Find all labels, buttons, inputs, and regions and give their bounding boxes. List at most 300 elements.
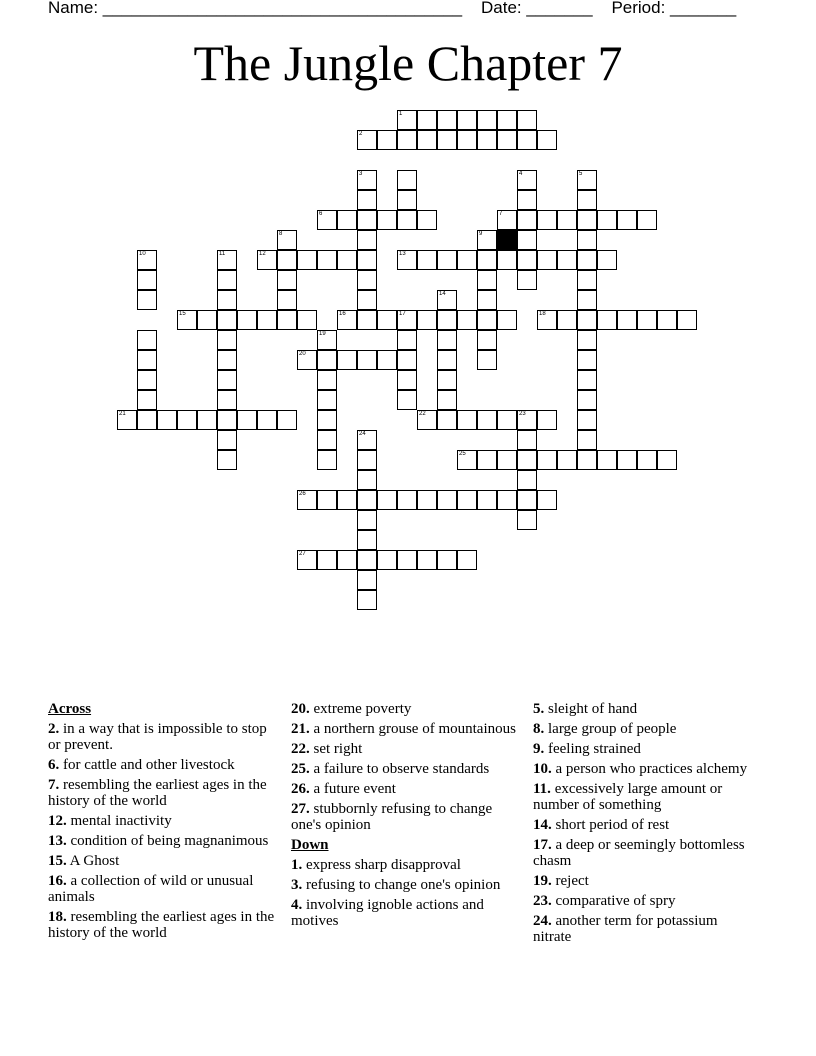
crossword-cell[interactable]: [417, 130, 437, 150]
crossword-cell[interactable]: [337, 490, 357, 510]
cell-number: 3: [359, 171, 363, 177]
crossword-cell[interactable]: [397, 550, 417, 570]
across-clue-list-1: [48, 721, 278, 941]
crossword-cell[interactable]: [137, 410, 157, 430]
clue-item: [533, 701, 748, 717]
crossword-cell[interactable]: [437, 490, 457, 510]
crossword-cell[interactable]: [317, 390, 337, 410]
clue-number: 3.: [291, 877, 303, 893]
period-field[interactable]: Period: _______: [611, 0, 737, 17]
crossword-cell[interactable]: [257, 310, 277, 330]
clue-item: [291, 741, 521, 757]
crossword-cell[interactable]: [357, 170, 377, 190]
clue-item: [48, 757, 278, 773]
crossword-cell[interactable]: [397, 310, 417, 330]
crossword-cell[interactable]: [137, 270, 157, 290]
crossword-cell[interactable]: [277, 410, 297, 430]
crossword-cell[interactable]: [437, 390, 457, 410]
crossword-cell[interactable]: [337, 350, 357, 370]
clue-number: 27.: [291, 801, 310, 817]
crossword-cell[interactable]: [397, 370, 417, 390]
crossword-cell[interactable]: [577, 330, 597, 350]
crossword-cell[interactable]: [377, 130, 397, 150]
crossword-cell[interactable]: [617, 210, 637, 230]
clue-item: [48, 721, 278, 753]
clue-text: excessively large amount or number of something: [533, 781, 723, 813]
crossword-cell[interactable]: [477, 270, 497, 290]
crossword-cell[interactable]: [637, 210, 657, 230]
clue-text: resembling the earliest ages in the history of the world: [48, 777, 267, 809]
crossword-cell[interactable]: [477, 490, 497, 510]
crossword-cell[interactable]: [337, 310, 357, 330]
crossword-cell[interactable]: [357, 210, 377, 230]
crossword-cell[interactable]: [617, 450, 637, 470]
crossword-cell[interactable]: [217, 390, 237, 410]
clue-item: [48, 873, 278, 905]
cell-number: 23: [519, 411, 526, 417]
cell-number: 19: [319, 331, 326, 337]
crossword-cell[interactable]: [437, 130, 457, 150]
crossword-cell[interactable]: [497, 210, 517, 230]
crossword-cell[interactable]: [377, 210, 397, 230]
clue-number: 24.: [533, 913, 552, 929]
crossword-cell[interactable]: [177, 410, 197, 430]
crossword-cell[interactable]: [277, 290, 297, 310]
clue-item: [533, 761, 748, 777]
crossword-cell[interactable]: [477, 130, 497, 150]
down-heading: Down: [291, 837, 329, 853]
crossword-cell[interactable]: [557, 250, 577, 270]
clue-text: a failure to observe standards: [309, 761, 490, 777]
crossword-cell[interactable]: [517, 450, 537, 470]
clue-text: A Ghost: [66, 853, 120, 869]
crossword-cell[interactable]: [397, 110, 417, 130]
cell-number: 7: [499, 211, 503, 217]
crossword-cell[interactable]: [277, 250, 297, 270]
crossword-cell[interactable]: [297, 490, 317, 510]
clue-number: 7.: [48, 777, 60, 793]
crossword-cell[interactable]: [337, 250, 357, 270]
clue-item: [48, 833, 278, 849]
clue-text: mental inactivity: [66, 813, 172, 829]
clue-number: 1.: [291, 857, 303, 873]
crossword-cell[interactable]: [477, 290, 497, 310]
crossword-cell[interactable]: [517, 130, 537, 150]
crossword-cell[interactable]: [317, 450, 337, 470]
crossword-cell[interactable]: [377, 550, 397, 570]
clues-column-1: [48, 701, 278, 945]
crossword-cell[interactable]: [577, 450, 597, 470]
crossword-cell[interactable]: [577, 250, 597, 270]
crossword-cell[interactable]: [497, 250, 517, 270]
crossword-cell[interactable]: [497, 450, 517, 470]
cell-number: 10: [139, 251, 146, 257]
crossword-cell[interactable]: [477, 330, 497, 350]
crossword-cell[interactable]: [577, 210, 597, 230]
cell-number: 15: [179, 311, 186, 317]
crossword-cell[interactable]: [237, 310, 257, 330]
crossword-cell[interactable]: [657, 310, 677, 330]
crossword-cell[interactable]: [457, 450, 477, 470]
cell-number: 9: [479, 231, 483, 237]
crossword-cell[interactable]: [417, 250, 437, 270]
crossword-cell[interactable]: [377, 350, 397, 370]
crossword-cell[interactable]: [517, 490, 537, 510]
crossword-cell[interactable]: [417, 110, 437, 130]
crossword-cell[interactable]: [357, 530, 377, 550]
cell-number: 6: [319, 211, 323, 217]
crossword-cell[interactable]: [497, 410, 517, 430]
clue-number: 15.: [48, 853, 67, 869]
cell-number: 20: [299, 351, 306, 357]
crossword-cell[interactable]: [537, 410, 557, 430]
crossword-cell[interactable]: [517, 170, 537, 190]
crossword-cell[interactable]: [277, 230, 297, 250]
crossword-cell[interactable]: [297, 310, 317, 330]
crossword-cell[interactable]: [437, 250, 457, 270]
clue-item: [533, 781, 748, 813]
clue-text: sleight of hand: [544, 701, 638, 717]
crossword-cell[interactable]: [577, 230, 597, 250]
clue-number: 18.: [48, 909, 67, 925]
crossword-cell[interactable]: [217, 450, 237, 470]
crossword-cell[interactable]: [317, 550, 337, 570]
crossword-cell[interactable]: [217, 430, 237, 450]
crossword-cell[interactable]: [437, 350, 457, 370]
clue-number: 14.: [533, 817, 552, 833]
crossword-cell[interactable]: [617, 310, 637, 330]
crossword-cell[interactable]: [357, 310, 377, 330]
clue-item: [291, 721, 521, 737]
clue-number: 4.: [291, 897, 303, 913]
crossword-cell[interactable]: [537, 210, 557, 230]
crossword-cell[interactable]: [577, 310, 597, 330]
crossword-cell[interactable]: [437, 330, 457, 350]
clue-text: stubbornly refusing to change one's opinion: [291, 801, 493, 833]
clue-number: 12.: [48, 813, 67, 829]
clue-text: condition of being magnanimous: [66, 833, 269, 849]
crossword-cell[interactable]: [377, 310, 397, 330]
crossword-cell[interactable]: [517, 510, 537, 530]
crossword-cell[interactable]: [537, 310, 557, 330]
crossword-cell[interactable]: [397, 210, 417, 230]
crossword-cell[interactable]: [317, 410, 337, 430]
crossword-cell[interactable]: [357, 250, 377, 270]
crossword-cell[interactable]: [317, 350, 337, 370]
crossword-cell[interactable]: [497, 110, 517, 130]
crossword-cell[interactable]: [317, 330, 337, 350]
crossword-cell[interactable]: [357, 290, 377, 310]
crossword-cell[interactable]: [557, 210, 577, 230]
crossword-cell[interactable]: [597, 250, 617, 270]
crossword-cell[interactable]: [397, 170, 417, 190]
crossword-cell[interactable]: [597, 450, 617, 470]
crossword-cell[interactable]: [477, 250, 497, 270]
crossword-cell[interactable]: [137, 330, 157, 350]
crossword-cell[interactable]: [137, 250, 157, 270]
crossword-cell[interactable]: [357, 130, 377, 150]
clue-text: a person who practices alchemy: [551, 761, 748, 777]
crossword-cell[interactable]: [477, 310, 497, 330]
crossword-cell[interactable]: [437, 550, 457, 570]
clue-item: [533, 893, 748, 909]
crossword-cell[interactable]: [397, 190, 417, 210]
crossword-cell[interactable]: [357, 590, 377, 610]
crossword-cell[interactable]: [357, 450, 377, 470]
crossword-cell[interactable]: [657, 450, 677, 470]
crossword-cell[interactable]: [557, 450, 577, 470]
crossword-cell[interactable]: [517, 190, 537, 210]
clue-number: 20.: [291, 701, 310, 717]
crossword-cell[interactable]: [177, 310, 197, 330]
clue-item: [291, 781, 521, 797]
page-title: The Jungle Chapter 7: [193, 35, 623, 91]
clue-text: reject: [551, 873, 589, 889]
crossword-cell[interactable]: [437, 310, 457, 330]
crossword-cell[interactable]: [217, 270, 237, 290]
crossword-cell[interactable]: [577, 430, 597, 450]
crossword-cell[interactable]: [417, 490, 437, 510]
crossword-cell[interactable]: [137, 390, 157, 410]
clue-item: [291, 761, 521, 777]
clue-number: 19.: [533, 873, 552, 889]
clue-number: 25.: [291, 761, 310, 777]
crossword-cell[interactable]: [477, 410, 497, 430]
clue-item: [291, 701, 521, 717]
crossword-cell[interactable]: [537, 250, 557, 270]
crossword-cell[interactable]: [477, 230, 497, 250]
crossword-cell[interactable]: [337, 550, 357, 570]
crossword-cell[interactable]: [317, 490, 337, 510]
cell-number: 2: [359, 131, 363, 137]
crossword-cell[interactable]: [197, 310, 217, 330]
crossword-cell[interactable]: [217, 250, 237, 270]
crossword-cell[interactable]: [397, 250, 417, 270]
crossword-cell[interactable]: [497, 310, 517, 330]
clue-text: refusing to change one's opinion: [302, 877, 501, 893]
clue-number: 17.: [533, 837, 552, 853]
crossword-cell[interactable]: [357, 550, 377, 570]
crossword-cell[interactable]: [517, 410, 537, 430]
clue-number: 6.: [48, 757, 60, 773]
crossword-cell[interactable]: [357, 230, 377, 250]
crossword-cell[interactable]: [297, 350, 317, 370]
crossword-cell[interactable]: [477, 450, 497, 470]
crossword-cell[interactable]: [437, 370, 457, 390]
crossword-cell[interactable]: [297, 550, 317, 570]
clue-number: 23.: [533, 893, 552, 909]
crossword-cell[interactable]: [597, 210, 617, 230]
crossword-cell[interactable]: [517, 470, 537, 490]
crossword-cell[interactable]: [497, 130, 517, 150]
crossword-cell[interactable]: [317, 250, 337, 270]
crossword-cell[interactable]: [137, 290, 157, 310]
crossword-cell[interactable]: [357, 430, 377, 450]
crossword-cell[interactable]: [377, 490, 397, 510]
crossword-cell[interactable]: [477, 110, 497, 130]
clue-text: for cattle and other livestock: [59, 757, 235, 773]
down-clue-list-1: [291, 857, 521, 929]
crossword-cell[interactable]: [137, 350, 157, 370]
across-heading: Across: [48, 701, 92, 717]
cell-number: 24: [359, 431, 366, 437]
crossword-cell[interactable]: [577, 350, 597, 370]
crossword-cell[interactable]: [357, 570, 377, 590]
clue-item: [533, 913, 748, 945]
crossword-cell[interactable]: [517, 430, 537, 450]
crossword-cell[interactable]: [457, 490, 477, 510]
clue-text: short period of rest: [551, 817, 670, 833]
crossword-cell[interactable]: [577, 270, 597, 290]
crossword-cell[interactable]: [477, 350, 497, 370]
crossword-cell[interactable]: [637, 450, 657, 470]
cell-number: 14: [439, 291, 446, 297]
crossword-cell[interactable]: [397, 390, 417, 410]
crossword-cell[interactable]: [417, 550, 437, 570]
crossword-cell[interactable]: [517, 110, 537, 130]
down-clue-list-2: [533, 701, 748, 945]
crossword-cell[interactable]: [217, 350, 237, 370]
crossword-cell[interactable]: [357, 190, 377, 210]
clue-item: [48, 853, 278, 869]
crossword-cell[interactable]: [397, 330, 417, 350]
clue-item: [533, 837, 748, 869]
crossword-cell[interactable]: [497, 490, 517, 510]
crossword-cell[interactable]: [517, 210, 537, 230]
clue-number: 11.: [533, 781, 551, 797]
crossword-cell[interactable]: [677, 310, 697, 330]
clue-number: 26.: [291, 781, 310, 797]
crossword-cell[interactable]: [277, 270, 297, 290]
crossword-cell[interactable]: [277, 310, 297, 330]
crossword-cell[interactable]: [137, 370, 157, 390]
crossword-cell[interactable]: [417, 410, 437, 430]
crossword-cell[interactable]: [517, 250, 537, 270]
crossword-black-cell: [497, 230, 517, 250]
crossword-cell[interactable]: [557, 310, 577, 330]
crossword-cell[interactable]: [597, 310, 617, 330]
clue-number: 16.: [48, 873, 67, 889]
crossword-cell[interactable]: [237, 410, 257, 430]
clue-number: 22.: [291, 741, 310, 757]
clue-number: 13.: [48, 833, 67, 849]
clue-item: [291, 801, 521, 833]
crossword-cell[interactable]: [537, 490, 557, 510]
crossword-cell[interactable]: [357, 510, 377, 530]
crossword-cell[interactable]: [217, 310, 237, 330]
crossword-cell[interactable]: [417, 210, 437, 230]
clue-item: [533, 741, 748, 757]
crossword-cell[interactable]: [457, 250, 477, 270]
crossword-cell[interactable]: [457, 550, 477, 570]
clue-number: 5.: [533, 701, 545, 717]
crossword-cell[interactable]: [217, 410, 237, 430]
crossword-cell[interactable]: [117, 410, 137, 430]
crossword-cell[interactable]: [577, 370, 597, 390]
crossword-cell[interactable]: [257, 410, 277, 430]
crossword-cell[interactable]: [357, 490, 377, 510]
crossword-cell[interactable]: [437, 410, 457, 430]
clue-item: [291, 857, 521, 873]
crossword-cell[interactable]: [457, 310, 477, 330]
cell-number: 8: [279, 231, 283, 237]
crossword-cell[interactable]: [217, 370, 237, 390]
crossword-cell[interactable]: [197, 410, 217, 430]
clue-item: [48, 777, 278, 809]
crossword-cell[interactable]: [457, 110, 477, 130]
clue-item: [533, 817, 748, 833]
crossword-cell[interactable]: [577, 290, 597, 310]
crossword-cell[interactable]: [357, 350, 377, 370]
crossword-cell[interactable]: [357, 470, 377, 490]
clues-column-3: [533, 701, 748, 949]
clue-item: [533, 873, 748, 889]
cell-number: 18: [539, 311, 546, 317]
clue-item: [48, 813, 278, 829]
cell-number: 21: [119, 411, 126, 417]
crossword-cell[interactable]: [257, 250, 277, 270]
crossword-cell[interactable]: [417, 310, 437, 330]
name-field[interactable]: Name: ______________________________________: [48, 0, 463, 17]
crossword-cell[interactable]: [457, 130, 477, 150]
crossword-cell[interactable]: [397, 490, 417, 510]
clue-item: [48, 909, 278, 941]
crossword-cell[interactable]: [317, 430, 337, 450]
clue-number: 2.: [48, 721, 60, 737]
cell-number: 25: [459, 451, 466, 457]
crossword-cell[interactable]: [357, 270, 377, 290]
crossword-cell[interactable]: [397, 130, 417, 150]
crossword-cell[interactable]: [577, 170, 597, 190]
clue-text: extreme poverty: [309, 701, 412, 717]
cell-number: 5: [579, 171, 583, 177]
crossword-cell[interactable]: [577, 190, 597, 210]
crossword-cell[interactable]: [637, 310, 657, 330]
clue-item: [291, 877, 521, 893]
crossword-cell[interactable]: [517, 270, 537, 290]
crossword-cell[interactable]: [157, 410, 177, 430]
clue-text: feeling strained: [544, 741, 641, 757]
crossword-cell[interactable]: [537, 450, 557, 470]
cell-number: 11: [219, 251, 226, 257]
crossword-cell[interactable]: [537, 130, 557, 150]
crossword-cell[interactable]: [517, 230, 537, 250]
cell-number: 4: [519, 171, 523, 177]
clue-text: comparative of spry: [551, 893, 676, 909]
date-field[interactable]: Date: _______: [480, 0, 593, 17]
cell-number: 26: [299, 491, 306, 497]
crossword-cell[interactable]: [337, 210, 357, 230]
clue-text: large group of people: [544, 721, 677, 737]
crossword-cell[interactable]: [437, 290, 457, 310]
clue-text: a deep or seemingly bottomless chasm: [533, 837, 745, 869]
crossword-cell[interactable]: [317, 370, 337, 390]
crossword-cell[interactable]: [437, 110, 457, 130]
crossword-cell[interactable]: [297, 250, 317, 270]
clue-text: a future event: [309, 781, 396, 797]
crossword-cell[interactable]: [317, 210, 337, 230]
cell-number: 13: [399, 251, 406, 257]
across-clue-list-2: [291, 701, 521, 833]
clue-number: 9.: [533, 741, 545, 757]
crossword-cell[interactable]: [577, 410, 597, 430]
crossword-cell[interactable]: [217, 330, 237, 350]
crossword-cell[interactable]: [577, 390, 597, 410]
clues-column-2: [291, 701, 521, 933]
crossword-cell[interactable]: [217, 290, 237, 310]
crossword-cell[interactable]: [397, 350, 417, 370]
crossword-cell[interactable]: [457, 410, 477, 430]
